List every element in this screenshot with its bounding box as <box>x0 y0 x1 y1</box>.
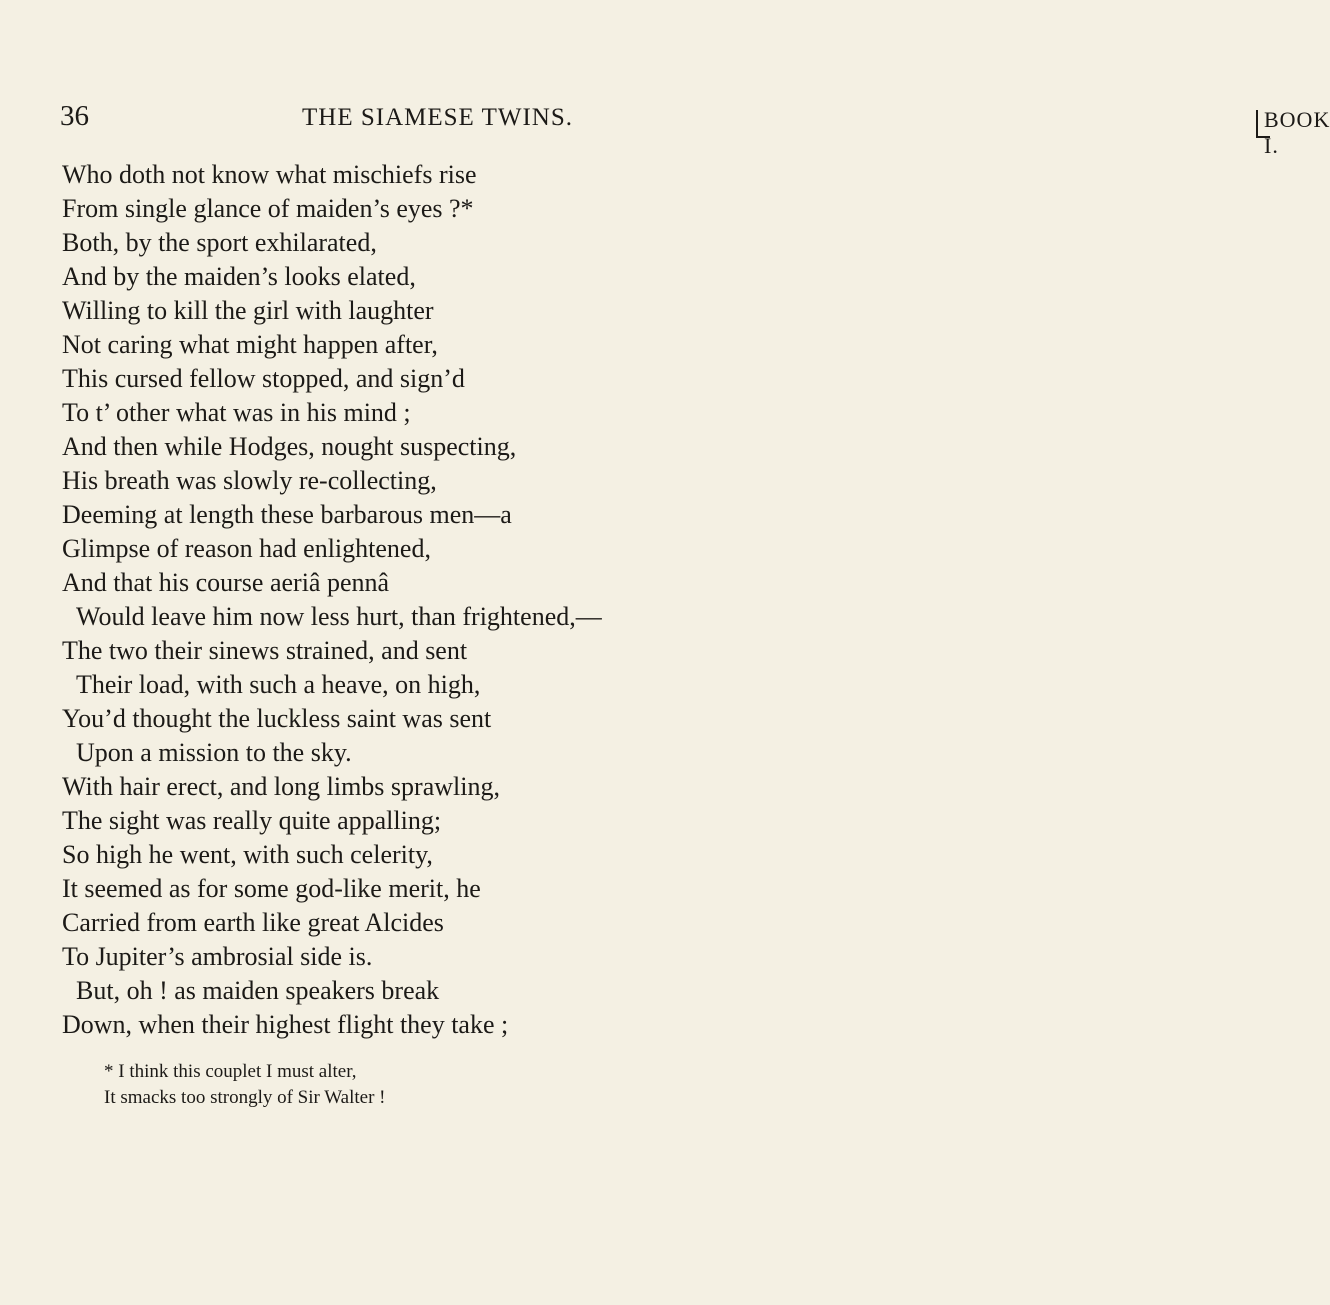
verse-line: His breath was slowly re-collecting, <box>62 466 437 495</box>
verse-line: Willing to kill the girl with laughter <box>62 296 434 325</box>
page-number: 36 <box>60 100 89 132</box>
bracket-mark <box>1256 110 1258 138</box>
footnote-line: * I think this couplet I must alter, <box>104 1061 357 1082</box>
verse-line: The sight was really quite appalling; <box>62 806 442 835</box>
verse-line: Would leave him now less hurt, than frightened,— <box>76 602 602 631</box>
verse-line: You’d thought the luckless saint was sent <box>62 704 492 733</box>
verse-line: Glimpse of reason had enlightened, <box>62 534 431 563</box>
verse-line: So high he went, with such celerity, <box>62 840 433 869</box>
verse-line: And by the maiden’s looks elated, <box>62 262 416 291</box>
verse-line: Upon a mission to the sky. <box>76 738 352 767</box>
verse-line: To t’ other what was in his mind ; <box>62 398 411 427</box>
verse-line: Both, by the sport exhilarated, <box>62 228 377 257</box>
verse-line: But, oh ! as maiden speakers break <box>76 976 440 1005</box>
footnote-line: It smacks too strongly of Sir Walter ! <box>104 1087 386 1108</box>
verse-line: It seemed as for some god-like merit, he <box>62 874 481 903</box>
verse-line: The two their sinews strained, and sent <box>62 636 468 665</box>
page-header <box>0 100 1330 158</box>
verse-line: Deeming at length these barbarous men—a <box>62 500 512 529</box>
verse-line: To Jupiter’s ambrosial side is. <box>62 942 373 971</box>
verse-line: Not caring what might happen after, <box>62 330 438 359</box>
verse-line: This cursed fellow stopped, and sign’d <box>62 364 465 393</box>
verse-line: And then while Hodges, nought suspecting, <box>62 432 517 461</box>
verse-line: And that his course aeriâ pennâ <box>62 568 390 597</box>
verse-line: With hair erect, and long limbs sprawling, <box>62 772 500 801</box>
verse-line: Carried from earth like great Alcides <box>62 908 444 937</box>
running-title: THE SIAMESE TWINS. <box>302 104 574 131</box>
verse-line: From single glance of maiden’s eyes ?* <box>62 194 474 223</box>
verse-line: Who doth not know what mischiefs rise <box>62 160 477 189</box>
verse-line: Their load, with such a heave, on high, <box>76 670 481 699</box>
section-label: BOOK I. <box>1264 107 1330 158</box>
verse-line: Down, when their highest flight they take ; <box>62 1010 509 1039</box>
